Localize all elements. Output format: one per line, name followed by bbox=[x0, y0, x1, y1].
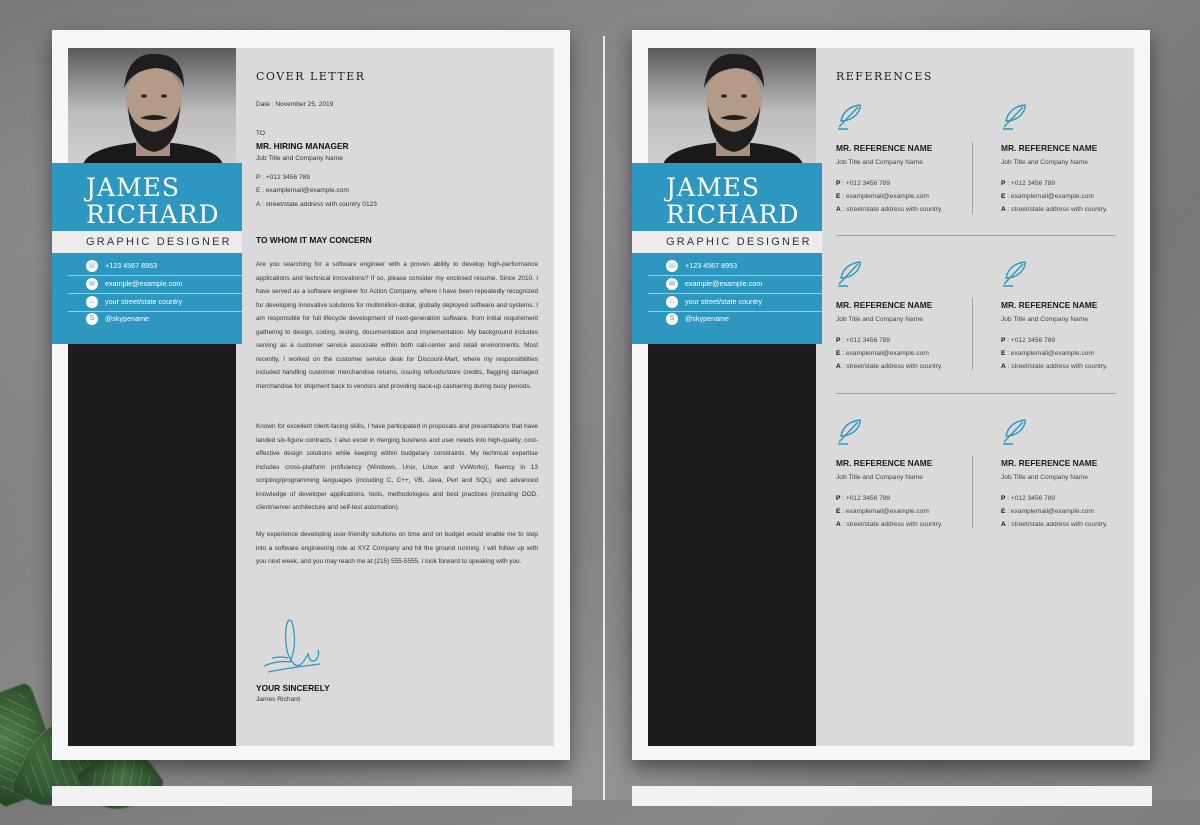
contact-address-text: your street/state country bbox=[685, 297, 763, 306]
letter-signer: James Richard bbox=[256, 696, 300, 703]
feather-icon bbox=[836, 103, 862, 131]
reference-email: E : examplemail@example.com bbox=[1001, 508, 1094, 515]
reference-name: MR. REFERENCE NAME bbox=[1001, 458, 1098, 468]
reference-email: E : examplemail@example.com bbox=[836, 508, 929, 515]
reference-card bbox=[836, 260, 986, 370]
first-name: JAMES bbox=[666, 173, 761, 202]
contact-phone bbox=[666, 257, 806, 274]
reference-email: E : examplemail@example.com bbox=[1001, 193, 1094, 200]
reference-email: E : examplemail@example.com bbox=[836, 193, 929, 200]
cover-letter-sheet bbox=[52, 30, 570, 760]
feather-icon bbox=[1001, 418, 1027, 446]
signature-image bbox=[258, 614, 338, 678]
letter-subject: TO WHOM IT MAY CONCERN bbox=[256, 235, 372, 245]
profile-photo bbox=[68, 48, 236, 164]
skype-icon: S bbox=[666, 313, 678, 325]
reference-phone: P : +012 3456 789 bbox=[836, 495, 891, 502]
references-heading: REFERENCES bbox=[836, 70, 933, 83]
reference-email: E : examplemail@example.com bbox=[836, 350, 929, 357]
page-divider bbox=[603, 36, 605, 800]
letter-paragraph: Known for excellent client-facing skills, I have participated in proposals and presentations that have landed six-figure contracts. I also excel in merging business and user needs into high-quality, cost-effective design solutions while keeping within budgetary constraints. My technical expertise includes cross-platform proficiency (Windows, Unix, Linux and VxWorks); fluency in 13 scripting/programming languages (including C, C++, VB, Java, Perl and SQL); and advanced knowledge of developer applications, tools, methodologies and best practices (including OOD, client/server architecture and self-test automation). bbox=[256, 423, 538, 511]
feather-icon bbox=[836, 260, 862, 288]
contact-address-text: your street/state country bbox=[105, 297, 183, 306]
contact-skype-text: @skypename bbox=[105, 314, 150, 323]
reference-card bbox=[836, 103, 986, 213]
phone-icon: ☏ bbox=[666, 260, 678, 272]
letter-recipient-job: Job Title and Company Name bbox=[256, 155, 343, 162]
profile-photo bbox=[648, 48, 816, 164]
letter-paragraph: Are you searching for a software engineer with a proven ability to develop high-performance applications and technical innovations? If so, please consider my enclosed resume. Since 2010, I have served as a software engineer for Action Company, where I have been repeatedly recognized for developing innovative solutions for multimillion-dollar, globally deployed software and systems. I am responsible for full lifecycle development of next-generation software, from initial requirement gathering to design, coding, testing, documentation and implementation. My background includes serving as a customer service associate within both call-center and retail environments. Most recently, I worked on the customer service desk for Discount-Mart, where my responsibilities included handling customer merchandise returns, issuing refunds/store credits, flagging damaged merchandise for shipment back to vendors and providing back-up cashiering during busy periods. bbox=[256, 261, 538, 390]
contact-skype-text: @skypename bbox=[685, 314, 730, 323]
references-sheet bbox=[632, 30, 1150, 760]
contact-phone-text: +123 4567 8953 bbox=[105, 261, 158, 270]
letter-date: Date : November 25, 2019 bbox=[256, 101, 334, 108]
row-separator bbox=[836, 235, 1116, 236]
reference-job: Job Title and Company Name bbox=[1001, 159, 1088, 166]
first-name: JAMES bbox=[86, 173, 181, 202]
contact-address bbox=[86, 293, 226, 310]
job-title-banner bbox=[632, 231, 822, 253]
name-banner bbox=[52, 163, 242, 231]
reference-name: MR. REFERENCE NAME bbox=[836, 458, 933, 468]
contact-skype bbox=[666, 310, 806, 327]
reference-card bbox=[1001, 418, 1151, 528]
reference-phone: P : +012 3456 789 bbox=[1001, 180, 1056, 187]
next-sheet-edge bbox=[52, 786, 572, 806]
letter-email: E : examplemail@example.com bbox=[256, 187, 349, 194]
reference-card bbox=[836, 418, 986, 528]
reference-phone: P : +012 3456 789 bbox=[836, 337, 891, 344]
reference-card bbox=[1001, 260, 1151, 370]
reference-phone: P : +012 3456 789 bbox=[836, 180, 891, 187]
reference-name: MR. REFERENCE NAME bbox=[836, 143, 933, 153]
feather-icon bbox=[1001, 260, 1027, 288]
reference-phone: P : +012 3456 789 bbox=[1001, 495, 1056, 502]
reference-email: E : examplemail@example.com bbox=[1001, 350, 1094, 357]
letter-to-label: TO bbox=[256, 130, 266, 137]
contact-address bbox=[666, 293, 806, 310]
contact-email bbox=[86, 275, 226, 292]
contact-skype bbox=[86, 310, 226, 327]
job-title-banner bbox=[52, 231, 242, 253]
job-title: GRAPHIC DESIGNER bbox=[86, 236, 232, 248]
reference-job: Job Title and Company Name bbox=[1001, 474, 1088, 481]
reference-address: A : street/state address with country. bbox=[1001, 363, 1108, 370]
cover-letter-heading: COVER LETTER bbox=[256, 70, 366, 83]
letter-paragraph: My experience developing user-friendly solutions on time and on budget would enable me to step into a software engineering role at XYZ Company and hit the ground running. I will follow up with you next week, and you may reach me at (215) 555-5555. I look forward to speaking with you. bbox=[256, 531, 538, 565]
contact-email-text: example@example.com bbox=[685, 279, 763, 288]
letter-closing: YOUR SINCERELY bbox=[256, 683, 330, 693]
contact-banner bbox=[632, 253, 822, 344]
reference-job: Job Title and Company Name bbox=[1001, 316, 1088, 323]
reference-address: A : street/state address with country. bbox=[836, 206, 943, 213]
letter-phone: P : +012 3456 789 bbox=[256, 174, 310, 181]
skype-icon: S bbox=[86, 313, 98, 325]
reference-name: MR. REFERENCE NAME bbox=[1001, 143, 1098, 153]
contact-email bbox=[666, 275, 806, 292]
contact-banner bbox=[52, 253, 242, 344]
reference-phone: P : +012 3456 789 bbox=[1001, 337, 1056, 344]
letter-address: A : street/state address with country 0123 bbox=[256, 201, 377, 208]
row-separator bbox=[836, 393, 1116, 394]
feather-icon bbox=[1001, 103, 1027, 131]
name-banner bbox=[632, 163, 822, 231]
last-name: RICHARD bbox=[86, 200, 220, 229]
email-icon: ✉ bbox=[666, 278, 678, 290]
last-name: RICHARD bbox=[666, 200, 800, 229]
reference-job: Job Title and Company Name bbox=[836, 316, 923, 323]
contact-email-text: example@example.com bbox=[105, 279, 183, 288]
reference-job: Job Title and Company Name bbox=[836, 159, 923, 166]
reference-job: Job Title and Company Name bbox=[836, 474, 923, 481]
home-icon: ⌂ bbox=[666, 296, 678, 308]
email-icon: ✉ bbox=[86, 278, 98, 290]
reference-address: A : street/state address with country. bbox=[836, 521, 943, 528]
reference-address: A : street/state address with country. bbox=[1001, 521, 1108, 528]
reference-card bbox=[1001, 103, 1151, 213]
next-sheet-edge bbox=[632, 786, 1152, 806]
reference-name: MR. REFERENCE NAME bbox=[1001, 300, 1098, 310]
reference-name: MR. REFERENCE NAME bbox=[836, 300, 933, 310]
home-icon: ⌂ bbox=[86, 296, 98, 308]
phone-icon: ☏ bbox=[86, 260, 98, 272]
letter-recipient: MR. HIRING MANAGER bbox=[256, 141, 349, 151]
contact-phone-text: +123 4567 8953 bbox=[685, 261, 738, 270]
feather-icon bbox=[836, 418, 862, 446]
contact-phone bbox=[86, 257, 226, 274]
reference-address: A : street/state address with country. bbox=[1001, 206, 1108, 213]
job-title: GRAPHIC DESIGNER bbox=[666, 236, 812, 248]
reference-address: A : street/state address with country. bbox=[836, 363, 943, 370]
